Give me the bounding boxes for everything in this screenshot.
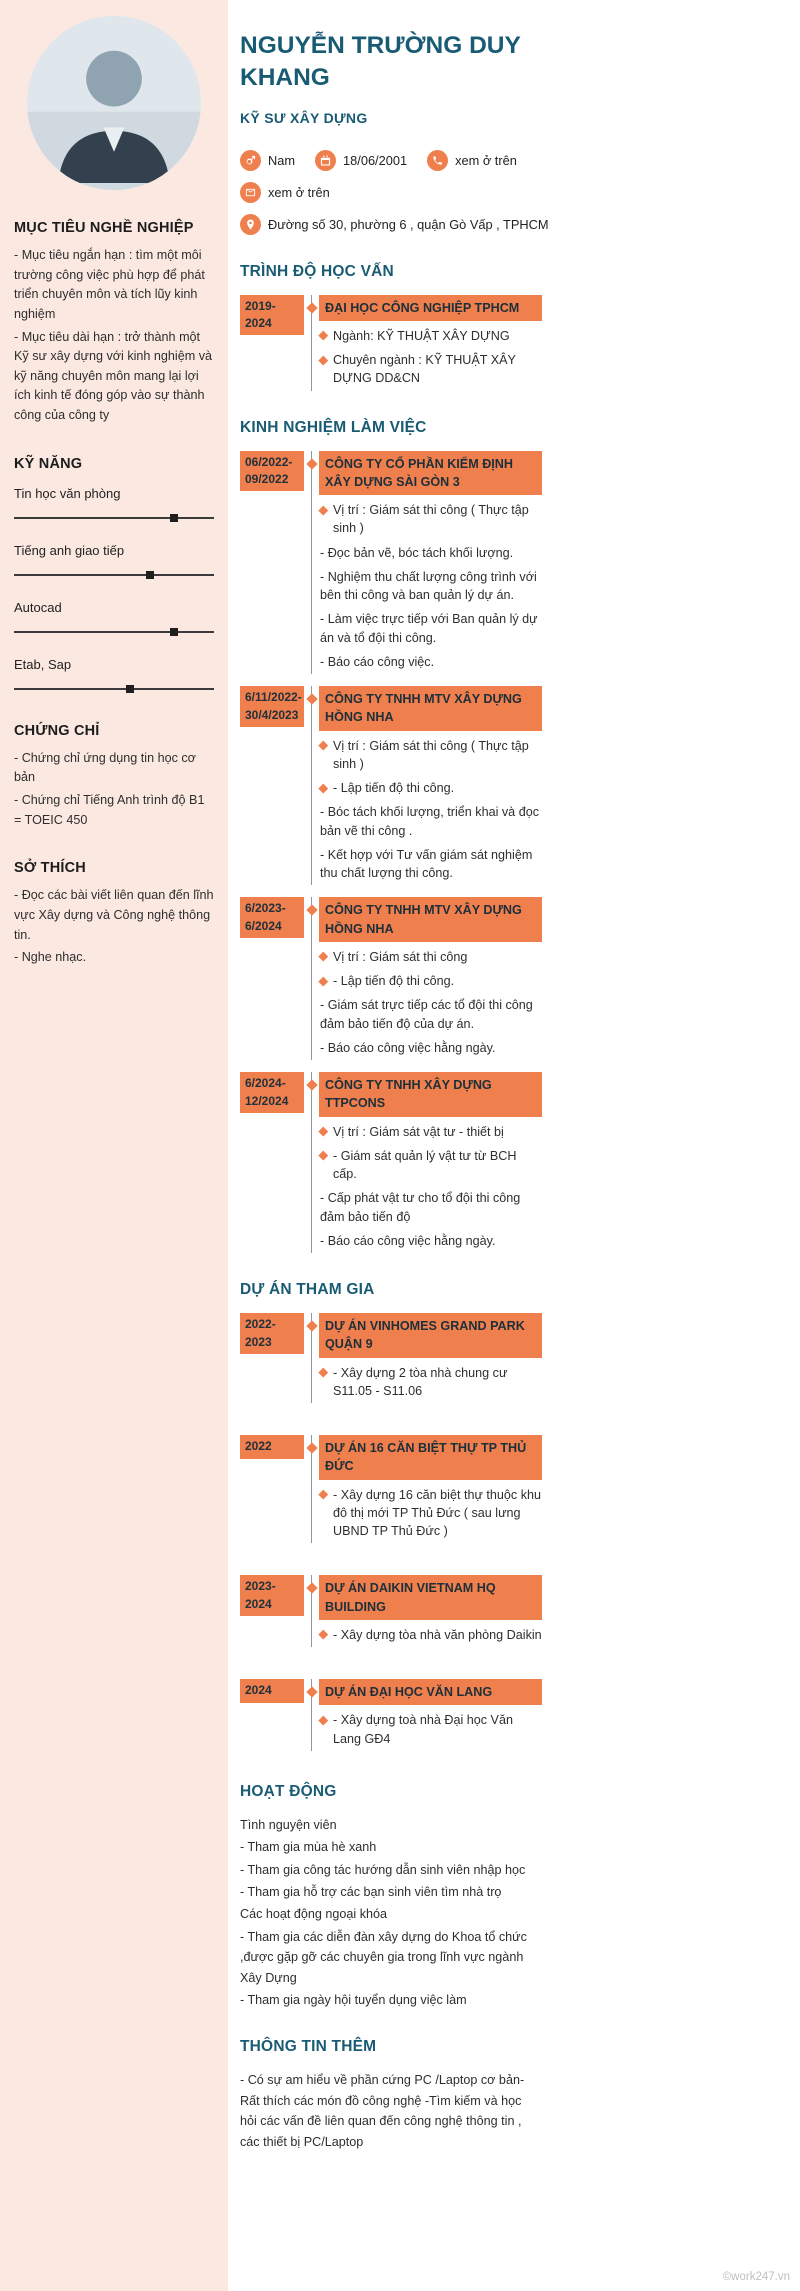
certificate-line: - Chứng chỉ Tiếng Anh trình độ B1 = TOEIC 450 (14, 793, 205, 827)
skill-thumb (146, 571, 154, 579)
objective-line: - Mục tiêu ngắn hạn : tìm một môi trường công việc phù hợp để phát triển chuyên môn và tích lũy kinh nghiệm (14, 248, 205, 321)
contact-phone (427, 150, 517, 171)
birthday-icon (315, 150, 336, 171)
skill-item (14, 486, 214, 522)
entry-period: 6/2023-6/2024 (240, 897, 304, 938)
education-entry (240, 295, 542, 391)
skill-thumb (170, 514, 178, 522)
skill-item (14, 600, 214, 636)
skill-slider (14, 570, 214, 579)
experience-detail: - Báo cáo công việc hằng ngày. (320, 1233, 496, 1248)
skill-slider (14, 513, 214, 522)
activity-line: - Tham gia công tác hướng dẫn sinh viên nhập học (240, 1862, 526, 1877)
skill-item (14, 657, 214, 693)
entry-body (311, 1072, 542, 1253)
experience-detail: - Giám sát quản lý vật tư từ BCH cấp. (319, 1144, 542, 1187)
sidebar (0, 0, 228, 2291)
experience-detail: - Cấp phát vật tư cho tổ đội thi công đảm bảo tiến độ (320, 1191, 521, 1224)
skill-slider (14, 627, 214, 636)
contact-birthday-value: 18/06/2001 (343, 152, 408, 168)
entry-period: 2022 (240, 1435, 304, 1458)
activity-line: Các hoạt động ngoại khóa (240, 1907, 388, 1922)
more-info-section-title: THÔNG TIN THÊM (240, 2038, 377, 2056)
activity-line: - Tham gia ngày hội tuyển dụng việc làm (240, 1993, 467, 2008)
entry-period: 6/11/2022-30/4/2023 (240, 686, 304, 727)
activity-line: - Tham gia mùa hè xanh (240, 1840, 377, 1855)
contact-address (240, 214, 549, 235)
skill-label: Tiếng anh giao tiếp (14, 542, 125, 558)
skill-thumb (170, 628, 178, 636)
experience-detail: Vị trí : Giám sát thi công ( Thực tập sinh ) (319, 498, 542, 541)
activity-line: - Tham gia các diễn đàn xây dựng do Khoa tổ chức ,được gặp gỡ các chuyên gia trong lĩnh vực ngành Xây Dựng (240, 1929, 527, 1985)
project-entry (240, 1435, 542, 1543)
experience-detail: - Nghiệm thu chất lượng công trình với bên thi công và ban quản lý dự án. (320, 569, 537, 603)
projects-timeline (240, 1313, 542, 1751)
entry-body (311, 1679, 542, 1751)
project-name (319, 1435, 542, 1480)
experience-detail: - Báo cáo công việc. (320, 654, 435, 669)
entry-period: 2022-2023 (240, 1313, 304, 1354)
education-section-title: TRÌNH ĐỘ HỌC VẤN (240, 262, 394, 280)
experience-detail: Vị trí : Giám sát thi công (319, 945, 542, 969)
project-name (319, 1575, 542, 1620)
entry-body (311, 451, 542, 675)
entry-company-name: CÔNG TY TNHH MTV XÂY DỰNG HỒNG NHA (325, 903, 522, 936)
main-content (240, 0, 600, 2154)
hobbies-title: SỞ THÍCH (14, 860, 86, 877)
project-detail: - Xây dựng tòa nhà văn phòng Daikin (319, 1623, 542, 1647)
activities-list (240, 1815, 600, 2011)
skill-item (14, 543, 214, 579)
timeline-diamond-icon (306, 1079, 317, 1090)
skill-thumb (126, 685, 134, 693)
timeline-diamond-icon (306, 458, 317, 469)
skill-label: Tin học văn phòng (14, 485, 121, 501)
entry-period: 6/2024-12/2024 (240, 1072, 304, 1113)
experience-detail: - Báo cáo công việc hằng ngày. (320, 1040, 496, 1055)
experience-entry (240, 1072, 542, 1253)
project-name-text: DỰ ÁN DAIKIN VIETNAM HQ BUILDING (325, 1581, 496, 1614)
education-detail: Ngành: KỸ THUẬT XÂY DỰNG (319, 324, 542, 348)
certificate-line: - Chứng chỉ ứng dụng tin học cơ bản (14, 750, 196, 785)
entry-body (311, 295, 542, 391)
activity-line: - Tham gia hỗ trợ các bạn sinh viên tìm nhà trọ (240, 1885, 502, 1900)
contact-birthday (315, 150, 407, 171)
skill-label: Autocad (14, 599, 62, 615)
job-title: KỸ SƯ XÂY DỰNG (240, 109, 368, 126)
contact-email-value: xem ở trên (268, 184, 330, 200)
project-entry (240, 1679, 542, 1751)
experience-detail: Vị trí : Giám sát vật tư - thiết bị (319, 1120, 542, 1144)
experience-detail: - Bóc tách khối lượng, triển khai và đọc bản vẽ thi công . (320, 805, 539, 838)
timeline-diamond-icon (306, 905, 317, 916)
location-icon (240, 214, 261, 235)
entry-company (319, 451, 542, 496)
experience-detail: - Kết hợp với Tư vấn giám sát nghiệm thu chất lượng thi công. (320, 847, 533, 881)
contact-gender (240, 150, 295, 171)
project-name-text: DỰ ÁN ĐẠI HỌC VĂN LANG (325, 1685, 493, 1700)
entry-body (311, 1575, 542, 1647)
timeline-diamond-icon (306, 693, 317, 704)
experience-detail: Vị trí : Giám sát thi công ( Thực tập sinh ) (319, 734, 542, 777)
project-name (319, 1313, 542, 1358)
contact-gender-value: Nam (268, 152, 296, 168)
experience-detail: - Lập tiến độ thi công. (319, 776, 542, 800)
experience-detail: - Làm việc trực tiếp với Ban quản lý dự án và tổ đội thi công. (320, 612, 538, 645)
activities-section-title: HOẠT ĐỘNG (240, 1782, 337, 1800)
skill-track (14, 631, 214, 633)
skill-slider (14, 684, 214, 693)
entry-school (319, 295, 542, 321)
more-info-text: - Có sự am hiểu về phần cứng PC /Laptop cơ bản- Rất thích các món đồ công nghệ -Tìm kiếm và học hỏi các vấn đề liên quan đến công nghệ thông tin , các thiết bị PC/Laptop (240, 2073, 525, 2149)
avatar-silhouette-icon (27, 16, 201, 190)
entry-company (319, 1072, 542, 1117)
watermark: ©work247.vn (722, 2271, 790, 2283)
entry-company (319, 897, 542, 942)
experience-entry (240, 686, 542, 885)
entry-company-name: CÔNG TY TNHH MTV XÂY DỰNG HỒNG NHA (325, 692, 522, 725)
project-name-text: DỰ ÁN 16 CĂN BIỆT THỰ TP THỦ ĐỨC (325, 1441, 527, 1474)
entry-period: 2019-2024 (240, 295, 304, 336)
contact-email (240, 182, 330, 203)
timeline-diamond-icon (306, 302, 317, 313)
project-entry (240, 1313, 542, 1403)
candidate-name: NGUYỄN TRƯỜNG DUY KHANG (240, 32, 521, 92)
timeline-diamond-icon (306, 1583, 317, 1594)
skill-track (14, 517, 214, 519)
objective-title: MỤC TIÊU NGHỀ NGHIỆP (14, 220, 194, 236)
experience-detail: - Đọc bản vẽ, bóc tách khối lượng. (320, 545, 514, 560)
education-detail: Chuyên ngành : KỸ THUẬT XÂY DỰNG DD&CN (319, 348, 542, 391)
entry-period: 2024 (240, 1679, 304, 1702)
skill-track (14, 574, 214, 576)
contact-phone-value: xem ở trên (455, 152, 517, 168)
projects-section-title: DỰ ÁN THAM GIA (240, 1281, 375, 1299)
contact-address-value: Đường số 30, phường 6 , quận Gò Vấp , TPHCM (268, 216, 549, 232)
project-name (319, 1679, 542, 1705)
education-timeline (240, 295, 542, 391)
entry-body (311, 686, 542, 885)
timeline-diamond-icon (306, 1320, 317, 1331)
experience-timeline (240, 451, 542, 1254)
project-name-text: DỰ ÁN VINHOMES GRAND PARK QUẬN 9 (325, 1319, 525, 1352)
experience-section-title: KINH NGHIỆM LÀM VIỆC (240, 418, 427, 436)
entry-period: 06/2022-09/2022 (240, 451, 304, 492)
entry-school-name: ĐẠI HỌC CÔNG NGHIỆP TPHCM (325, 300, 520, 315)
skill-label: Etab, Sap (14, 656, 72, 672)
objective-line: - Mục tiêu dài hạn : trở thành một Kỹ sư xây dựng với kinh nghiệm và kỹ năng chuyên môn mang lại lợi ích kinh tế đóng góp vào sự thành công của công ty (14, 329, 213, 423)
entry-body (311, 897, 542, 1060)
experience-entry (240, 451, 542, 675)
profile-photo (27, 16, 201, 190)
experience-detail: - Giám sát trực tiếp các tổ đội thi công đảm bảo tiến độ của dự án. (320, 998, 533, 1031)
hobby-line: - Nghe nhạc. (14, 950, 87, 965)
entry-company (319, 686, 542, 731)
experience-detail: - Lập tiến độ thi công. (319, 969, 542, 993)
gender-icon (240, 150, 261, 171)
experience-entry (240, 897, 542, 1060)
entry-company-name: CÔNG TY TNHH XÂY DỰNG TTPCONS (325, 1078, 492, 1111)
certificates-title: CHỨNG CHỈ (14, 722, 100, 739)
contact-info (240, 150, 580, 235)
project-detail: - Xây dựng 16 căn biệt thự thuộc khu đô thị mới TP Thủ Đức ( sau lưng UBND TP Thủ Đức ) (319, 1483, 542, 1544)
activity-line: Tình nguyện viên (240, 1817, 337, 1832)
hobby-line: - Đọc các bài viết liên quan đến lĩnh vực Xây dựng và Công nghệ thông tin. (14, 888, 214, 942)
entry-period: 2023-2024 (240, 1575, 304, 1616)
project-detail: - Xây dựng 2 tòa nhà chung cư S11.05 - S11.06 (319, 1361, 542, 1404)
timeline-diamond-icon (306, 1686, 317, 1697)
entry-body (311, 1313, 542, 1403)
timeline-diamond-icon (306, 1442, 317, 1453)
project-detail: - Xây dựng toà nhà Đại học Văn Lang GĐ4 (319, 1708, 542, 1751)
skills-title: KỸ NĂNG (14, 455, 83, 472)
phone-icon (427, 150, 448, 171)
entry-company-name: CÔNG TY CỔ PHẦN KIỂM ĐỊNH XÂY DỰNG SÀI GÒN 3 (325, 456, 513, 489)
skill-track (14, 688, 214, 690)
email-icon (240, 182, 261, 203)
entry-body (311, 1435, 542, 1543)
project-entry (240, 1575, 542, 1647)
